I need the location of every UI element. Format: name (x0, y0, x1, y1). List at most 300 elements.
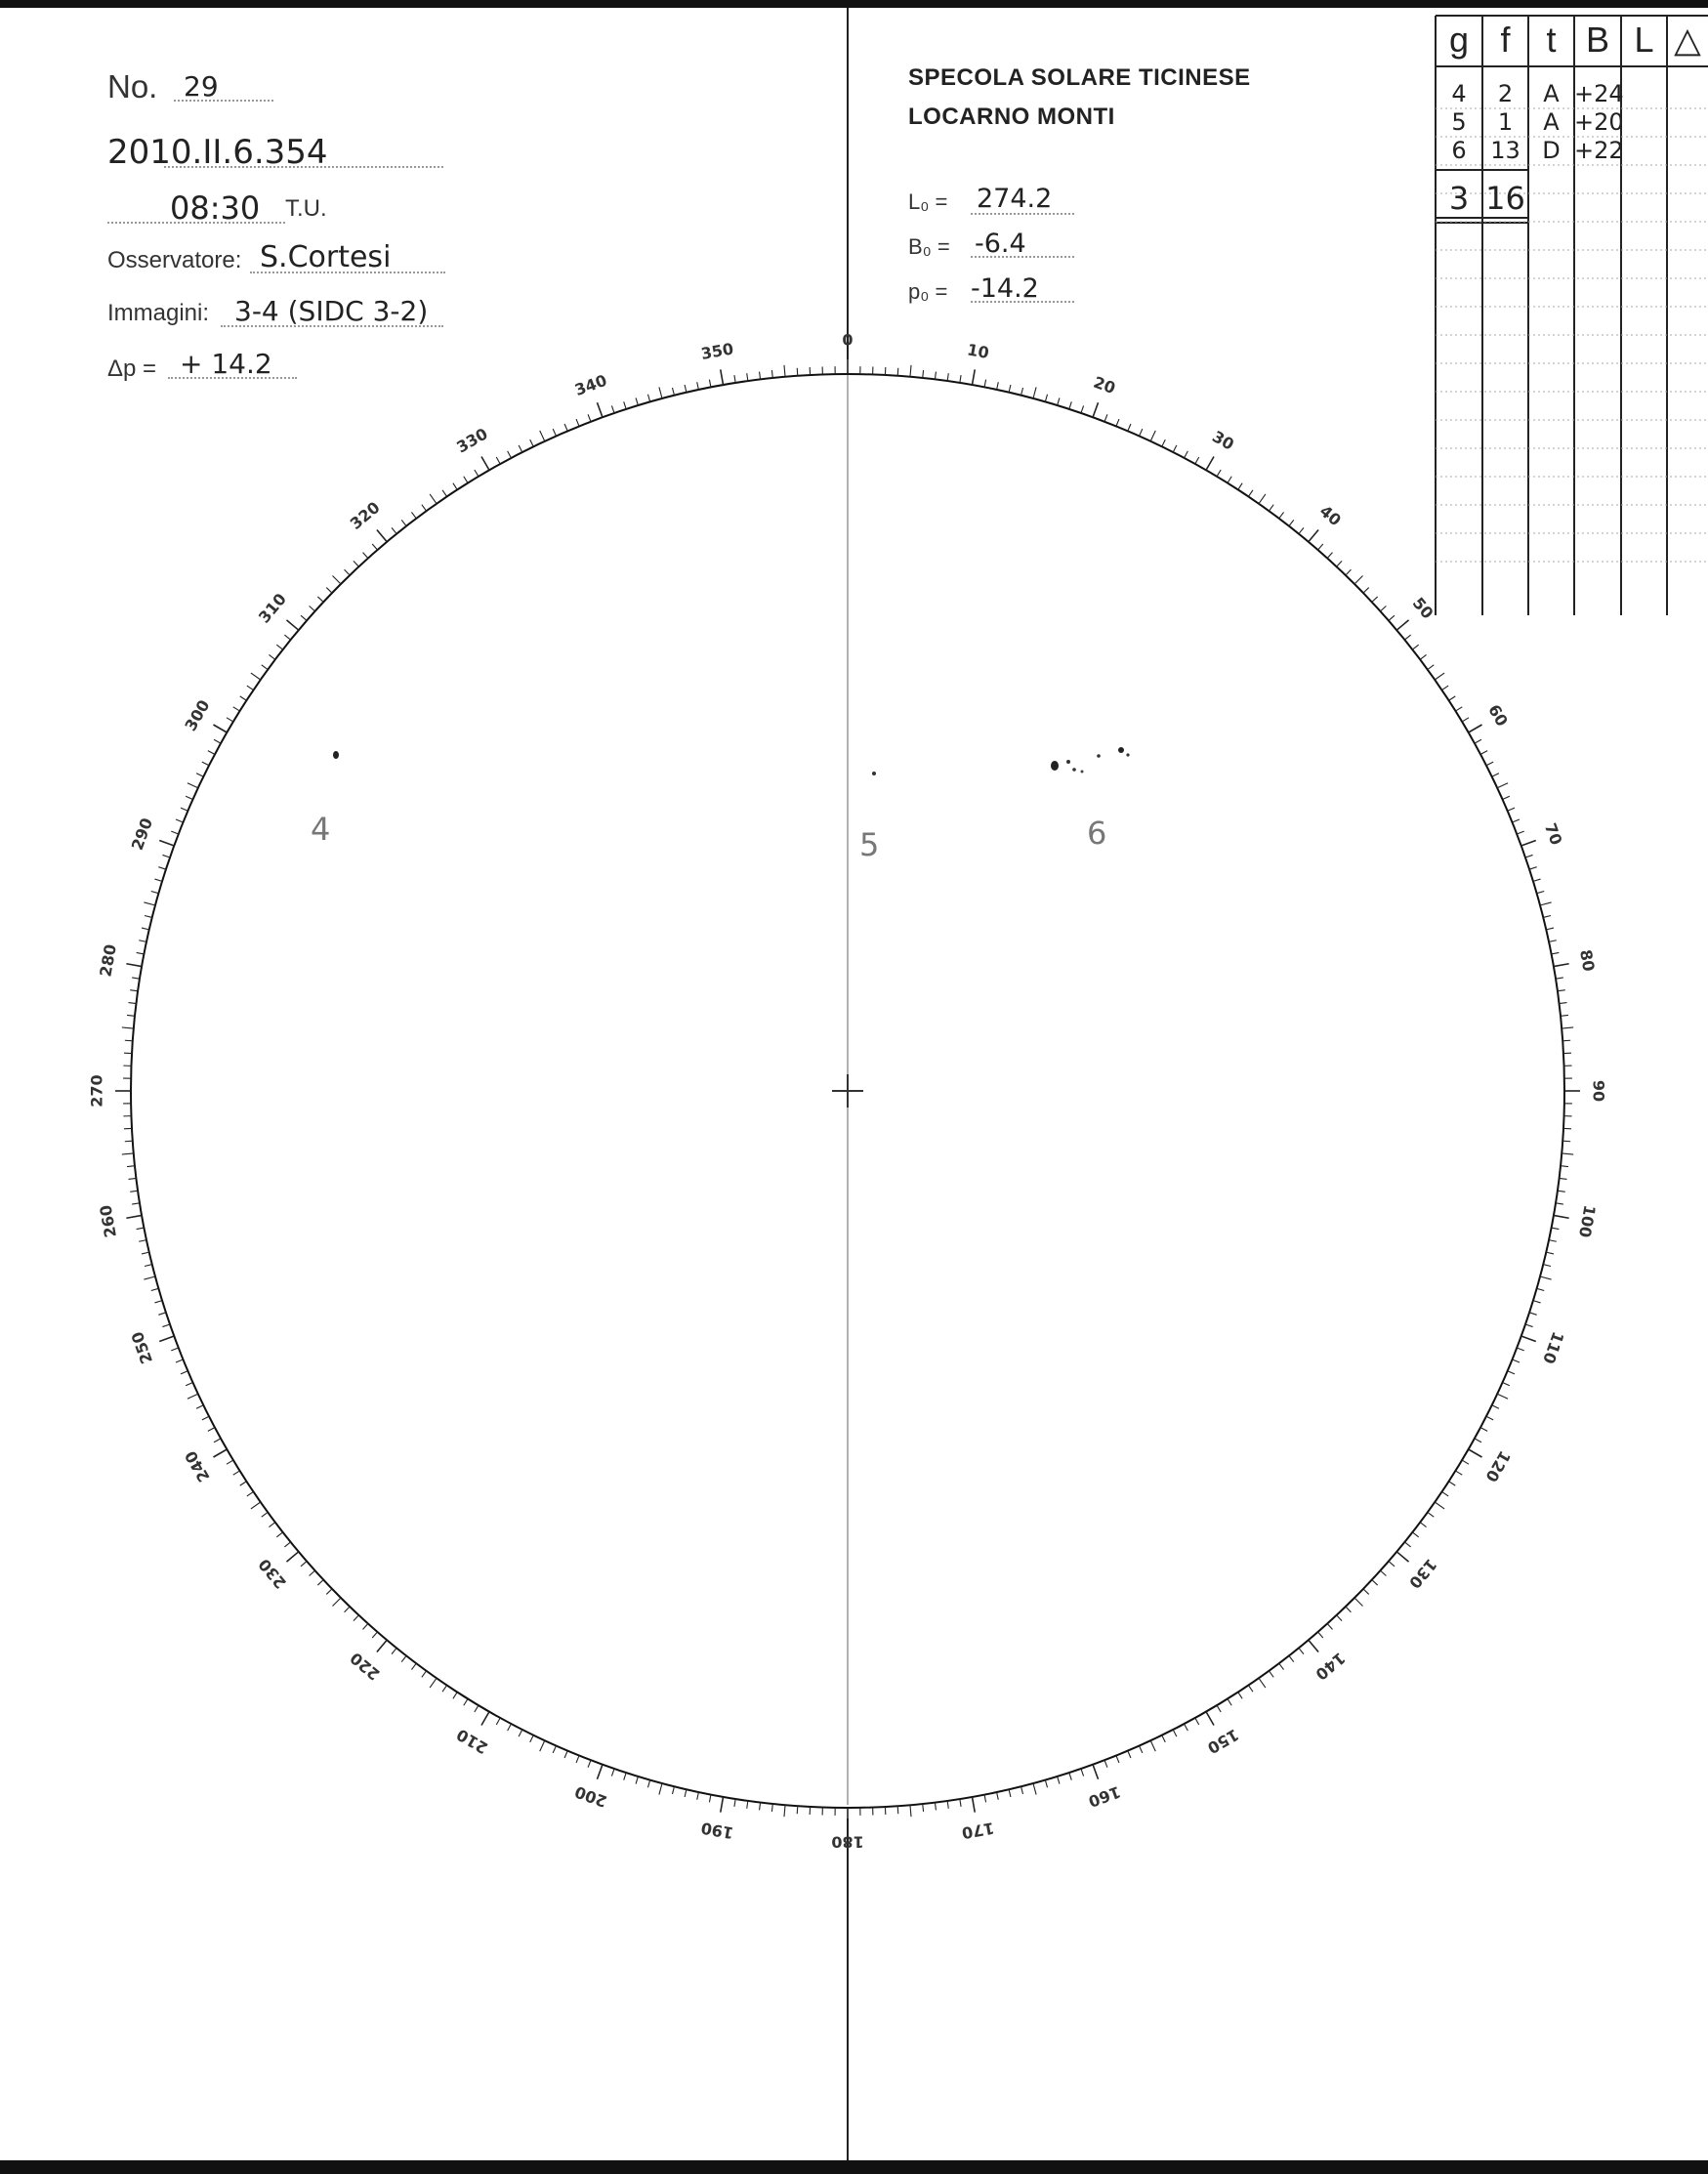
angle-label-330: 330 (453, 424, 491, 457)
tick-342 (624, 401, 626, 409)
angle-label-50: 50 (1408, 594, 1437, 623)
tick-161 (1081, 1769, 1084, 1777)
tick-70 (1521, 840, 1536, 845)
angle-label-220: 220 (346, 1649, 384, 1685)
tick-106 (1537, 1288, 1545, 1290)
tick-195 (659, 1783, 662, 1795)
table-header-g: g (1448, 20, 1470, 60)
tick-332 (508, 451, 512, 458)
tick-343 (636, 397, 638, 405)
time-value: 08:30 (170, 189, 261, 227)
number-label: No. (107, 68, 158, 105)
tick-124 (1442, 1491, 1449, 1495)
angle-label-300: 300 (181, 696, 214, 734)
observatory-name: SPECOLA SOLARE TICINESE (908, 64, 1251, 91)
tick-4 (897, 368, 898, 376)
tick-351 (734, 375, 735, 383)
angle-label-110: 110 (1538, 1329, 1568, 1366)
tick-279 (132, 978, 140, 979)
tick-109 (1525, 1324, 1533, 1327)
tick-142 (1289, 1655, 1294, 1661)
tick-36 (1269, 505, 1273, 511)
tick-283 (142, 928, 149, 930)
tick-227 (317, 1580, 323, 1585)
tick-309 (284, 635, 290, 640)
tick-173 (935, 1803, 936, 1811)
tick-68 (1513, 819, 1520, 822)
tick-158 (1116, 1756, 1119, 1763)
tick-299 (214, 739, 221, 743)
tick-301 (227, 718, 233, 722)
tick-74 (1537, 891, 1545, 893)
tick-185 (784, 1805, 785, 1817)
tick-240 (213, 1449, 227, 1457)
angle-label-350: 350 (699, 339, 735, 363)
tick-354 (771, 370, 772, 378)
table-header-L: L (1634, 20, 1654, 60)
tick-246 (186, 1383, 192, 1386)
table-cell-g-row1: 4 (1451, 80, 1467, 107)
tick-196 (647, 1780, 649, 1788)
tick-174 (923, 1804, 924, 1812)
table-total-groups: 3 (1448, 180, 1470, 217)
tick-127 (1420, 1523, 1426, 1527)
tick-10 (972, 369, 975, 385)
tick-336 (553, 429, 556, 436)
tick-118 (1480, 1428, 1487, 1432)
tick-235 (251, 1502, 261, 1509)
tick-306 (262, 665, 268, 670)
tick-297 (202, 762, 209, 766)
tick-25 (1150, 431, 1155, 441)
tick-133 (1372, 1580, 1378, 1585)
tick-263 (129, 1178, 137, 1179)
tick-48 (1380, 606, 1386, 611)
tick-231 (284, 1542, 290, 1547)
tick-262 (130, 1191, 138, 1192)
tick-320 (377, 529, 387, 541)
angle-label-0: 0 (842, 330, 854, 350)
tick-120 (1469, 1449, 1482, 1457)
tick-168 (997, 1792, 999, 1800)
angle-label-20: 20 (1091, 372, 1118, 398)
tick-18 (1069, 401, 1071, 409)
tick-265 (122, 1153, 134, 1154)
tick-38 (1289, 520, 1294, 525)
tick-350 (721, 369, 724, 385)
tick-294 (186, 796, 192, 799)
tick-256 (145, 1265, 152, 1267)
tick-64 (1492, 773, 1499, 777)
time-unit: T.U. (285, 195, 327, 222)
tick-7 (935, 372, 936, 380)
tick-5 (910, 365, 911, 377)
tick-234 (262, 1512, 268, 1517)
tick-232 (276, 1532, 282, 1537)
tick-145 (1259, 1678, 1266, 1688)
tick-12 (997, 382, 999, 390)
tick-141 (1299, 1648, 1304, 1653)
tick-136 (1346, 1607, 1352, 1612)
tick-11 (984, 380, 986, 388)
tick-98 (1558, 1191, 1565, 1192)
tick-236 (247, 1491, 254, 1495)
tick-248 (176, 1359, 183, 1362)
tick-338 (576, 419, 579, 426)
tick-255 (144, 1276, 155, 1279)
tick-150 (1206, 1712, 1214, 1726)
tick-247 (181, 1371, 187, 1374)
table-header-delta: △ (1674, 20, 1701, 60)
tick-221 (372, 1632, 377, 1638)
tick-249 (171, 1348, 178, 1351)
tick-278 (130, 990, 138, 991)
tick-206 (530, 1735, 534, 1742)
tick-198 (624, 1773, 626, 1780)
tick-286 (151, 891, 159, 893)
tick-225 (333, 1598, 341, 1606)
tick-305 (251, 673, 261, 680)
tick-22 (1116, 419, 1119, 426)
tick-47 (1372, 597, 1378, 602)
tick-143 (1279, 1663, 1284, 1669)
table-total-spots: 16 (1485, 180, 1525, 217)
tick-111 (1517, 1348, 1523, 1351)
angle-label-290: 290 (127, 815, 157, 853)
tick-250 (159, 1336, 174, 1341)
tick-21 (1104, 414, 1107, 421)
tick-258 (139, 1240, 146, 1242)
group-label-5: 5 (859, 826, 880, 863)
angle-label-190: 190 (699, 1819, 735, 1843)
date-value: 2010.II.6.354 (107, 133, 328, 172)
tick-331 (496, 457, 500, 464)
tick-101 (1552, 1228, 1560, 1230)
tick-172 (947, 1801, 948, 1809)
tick-215 (430, 1678, 437, 1688)
angle-label-70: 70 (1540, 820, 1566, 848)
angle-label-180: 180 (831, 1832, 864, 1852)
tick-322 (401, 520, 406, 525)
tick-264 (127, 1166, 135, 1167)
tick-112 (1513, 1359, 1520, 1362)
tick-284 (145, 915, 152, 917)
tick-228 (310, 1570, 315, 1575)
tick-327 (453, 483, 457, 490)
tick-78 (1549, 941, 1557, 942)
tick-147 (1238, 1693, 1242, 1699)
angle-label-280: 280 (96, 942, 120, 979)
tick-259 (137, 1228, 145, 1230)
tick-176 (897, 1806, 898, 1814)
tick-160 (1093, 1765, 1098, 1779)
tick-79 (1552, 952, 1560, 954)
tick-125 (1435, 1502, 1444, 1509)
angle-label-260: 260 (96, 1203, 120, 1239)
tick-254 (151, 1288, 159, 1290)
tick-237 (240, 1482, 247, 1485)
tick-159 (1104, 1760, 1107, 1767)
tick-102 (1549, 1240, 1557, 1242)
tick-164 (1045, 1780, 1047, 1788)
angle-label-60: 60 (1484, 701, 1512, 730)
tick-208 (508, 1724, 512, 1731)
tick-83 (1560, 1003, 1567, 1004)
angle-label-270: 270 (87, 1074, 106, 1108)
tick-71 (1525, 855, 1533, 857)
tick-41 (1318, 544, 1323, 550)
number-value: 29 (184, 70, 219, 103)
tick-340 (597, 402, 602, 417)
tick-35 (1259, 494, 1266, 504)
tick-241 (214, 1439, 221, 1442)
tick-323 (411, 512, 416, 518)
tick-197 (636, 1777, 638, 1784)
tick-224 (345, 1607, 351, 1612)
table-cell-f-row3: 13 (1490, 137, 1521, 164)
tick-34 (1248, 490, 1252, 497)
tick-61 (1475, 739, 1481, 743)
tick-31 (1217, 470, 1221, 477)
angle-label-160: 160 (1086, 1781, 1123, 1812)
angle-label-140: 140 (1312, 1649, 1350, 1685)
angle-label-130: 130 (1405, 1555, 1441, 1593)
tick-288 (158, 867, 166, 869)
table-cell-t-row3: D (1542, 137, 1561, 164)
tick-238 (233, 1471, 240, 1475)
angle-label-90: 90 (1589, 1079, 1608, 1103)
tick-291 (171, 831, 178, 834)
tick-204 (553, 1746, 556, 1753)
tick-122 (1455, 1471, 1462, 1475)
tick-151 (1195, 1718, 1199, 1725)
tick-210 (481, 1712, 489, 1726)
tick-223 (354, 1615, 358, 1621)
tick-293 (181, 808, 187, 811)
tick-220 (377, 1640, 387, 1651)
tick-51 (1404, 635, 1410, 640)
observer-value: S.Cortesi (260, 240, 392, 274)
angle-label-250: 250 (127, 1329, 157, 1366)
tick-62 (1480, 751, 1487, 755)
tick-81 (1556, 978, 1563, 979)
tick-165 (1033, 1783, 1036, 1795)
tick-65 (1497, 783, 1508, 788)
tick-353 (760, 372, 761, 380)
tick-222 (363, 1623, 368, 1629)
group-label-6: 6 (1087, 815, 1107, 852)
tick-171 (960, 1799, 961, 1807)
sunspot-group-6 (1051, 747, 1130, 773)
tick-55 (1435, 673, 1444, 680)
tick-219 (392, 1648, 396, 1653)
tick-276 (127, 1015, 135, 1016)
tick-115 (1497, 1394, 1508, 1399)
tick-348 (697, 382, 699, 390)
tick-162 (1069, 1773, 1071, 1780)
tick-311 (301, 615, 307, 620)
tick-341 (611, 405, 614, 413)
table-header-t: t (1546, 20, 1557, 60)
tick-281 (137, 952, 145, 954)
tick-96 (1561, 1166, 1568, 1167)
tick-73 (1533, 879, 1541, 881)
tick-8 (947, 373, 948, 381)
l0-value: 274.2 (977, 184, 1053, 214)
tick-317 (354, 561, 358, 566)
tick-58 (1455, 707, 1462, 711)
tick-307 (269, 654, 274, 659)
table-cell-t-row2: A (1543, 108, 1560, 136)
tick-80 (1554, 964, 1569, 967)
tick-156 (1140, 1746, 1143, 1753)
tick-39 (1299, 527, 1304, 533)
tick-146 (1248, 1686, 1252, 1693)
tick-157 (1128, 1751, 1131, 1758)
tick-184 (797, 1806, 798, 1814)
angle-label-340: 340 (572, 370, 609, 400)
tick-194 (672, 1786, 674, 1794)
tick-292 (176, 819, 183, 822)
tick-200 (597, 1765, 602, 1779)
tick-9 (960, 375, 961, 383)
tick-285 (144, 902, 155, 905)
tick-110 (1521, 1336, 1536, 1341)
tick-29 (1195, 457, 1199, 464)
angle-label-240: 240 (181, 1447, 214, 1485)
tick-209 (496, 1718, 500, 1725)
tick-244 (196, 1405, 203, 1409)
tick-308 (276, 645, 282, 649)
tick-129 (1404, 1542, 1410, 1547)
tick-345 (659, 387, 662, 398)
tick-139 (1318, 1632, 1323, 1638)
tick-207 (519, 1730, 522, 1736)
tick-46 (1363, 588, 1369, 594)
tick-205 (540, 1740, 545, 1751)
tick-72 (1529, 867, 1537, 869)
tick-140 (1309, 1640, 1318, 1651)
angle-label-100: 100 (1575, 1203, 1600, 1239)
angle-label-80: 80 (1576, 947, 1599, 974)
tick-132 (1380, 1570, 1386, 1575)
group-label-4: 4 (311, 811, 331, 848)
tick-339 (588, 414, 591, 421)
tick-63 (1486, 762, 1493, 766)
tick-20 (1093, 402, 1098, 417)
tick-167 (1009, 1789, 1011, 1797)
tick-310 (286, 620, 298, 630)
tick-17 (1058, 397, 1060, 405)
tick-356 (797, 368, 798, 376)
tick-211 (475, 1705, 479, 1712)
tick-192 (697, 1792, 699, 1800)
p0-value: -14.2 (971, 273, 1039, 304)
tick-346 (672, 388, 674, 396)
tick-191 (709, 1795, 711, 1803)
tick-257 (142, 1252, 149, 1254)
tick-318 (363, 553, 368, 559)
tick-312 (310, 606, 315, 611)
tick-261 (132, 1203, 140, 1204)
tick-282 (139, 941, 146, 942)
tick-76 (1543, 915, 1551, 917)
l0-label: L₀ = (908, 189, 948, 214)
tick-66 (1503, 796, 1510, 799)
tick-137 (1337, 1615, 1342, 1621)
tick-135 (1354, 1598, 1362, 1606)
tick-329 (475, 470, 479, 477)
tick-287 (154, 879, 162, 881)
table-cell-B-row3: +22 (1574, 137, 1624, 164)
tick-325 (430, 494, 437, 504)
tick-69 (1517, 831, 1523, 834)
tick-82 (1558, 990, 1565, 991)
tick-277 (129, 1003, 137, 1004)
tick-304 (247, 686, 254, 690)
tick-32 (1228, 477, 1231, 483)
tick-128 (1412, 1532, 1418, 1537)
tick-42 (1327, 553, 1332, 559)
tick-121 (1462, 1460, 1469, 1464)
tick-95 (1562, 1153, 1573, 1154)
tick-53 (1420, 654, 1426, 659)
tick-27 (1173, 445, 1177, 452)
tick-149 (1217, 1705, 1221, 1712)
tick-104 (1543, 1265, 1551, 1267)
tick-355 (784, 365, 785, 377)
tick-50 (1396, 620, 1408, 630)
tick-330 (481, 456, 489, 470)
delta-p-value: + 14.2 (180, 348, 272, 380)
tick-86 (1562, 1040, 1570, 1041)
b0-label: B₀ = (908, 234, 950, 259)
tick-44 (1346, 569, 1352, 575)
table-cell-B-row2: +20 (1574, 108, 1624, 136)
tick-105 (1540, 1276, 1552, 1279)
angle-label-210: 210 (453, 1725, 491, 1758)
tick-242 (208, 1428, 215, 1432)
b0-value: -6.4 (975, 229, 1026, 259)
tick-131 (1389, 1562, 1395, 1567)
tick-334 (530, 439, 534, 446)
tick-26 (1162, 439, 1166, 446)
tick-193 (685, 1789, 687, 1797)
tick-245 (187, 1394, 198, 1399)
tick-217 (411, 1663, 416, 1669)
tick-316 (345, 569, 351, 575)
tick-103 (1546, 1252, 1554, 1254)
tick-260 (126, 1215, 142, 1218)
tick-107 (1533, 1301, 1541, 1303)
tick-24 (1140, 429, 1143, 436)
tick-214 (442, 1686, 446, 1693)
tick-166 (1021, 1786, 1023, 1794)
observatory-location: LOCARNO MONTI (908, 104, 1115, 130)
tick-49 (1389, 615, 1395, 620)
tick-123 (1449, 1482, 1456, 1485)
tick-152 (1185, 1724, 1188, 1731)
tick-203 (564, 1751, 567, 1758)
tick-313 (317, 597, 323, 602)
tick-30 (1206, 456, 1214, 470)
table-cell-B-row1: +24 (1574, 80, 1624, 107)
tick-148 (1228, 1698, 1231, 1705)
tick-188 (747, 1801, 748, 1809)
tick-296 (196, 773, 203, 777)
tick-169 (984, 1795, 986, 1803)
tick-126 (1428, 1512, 1434, 1517)
